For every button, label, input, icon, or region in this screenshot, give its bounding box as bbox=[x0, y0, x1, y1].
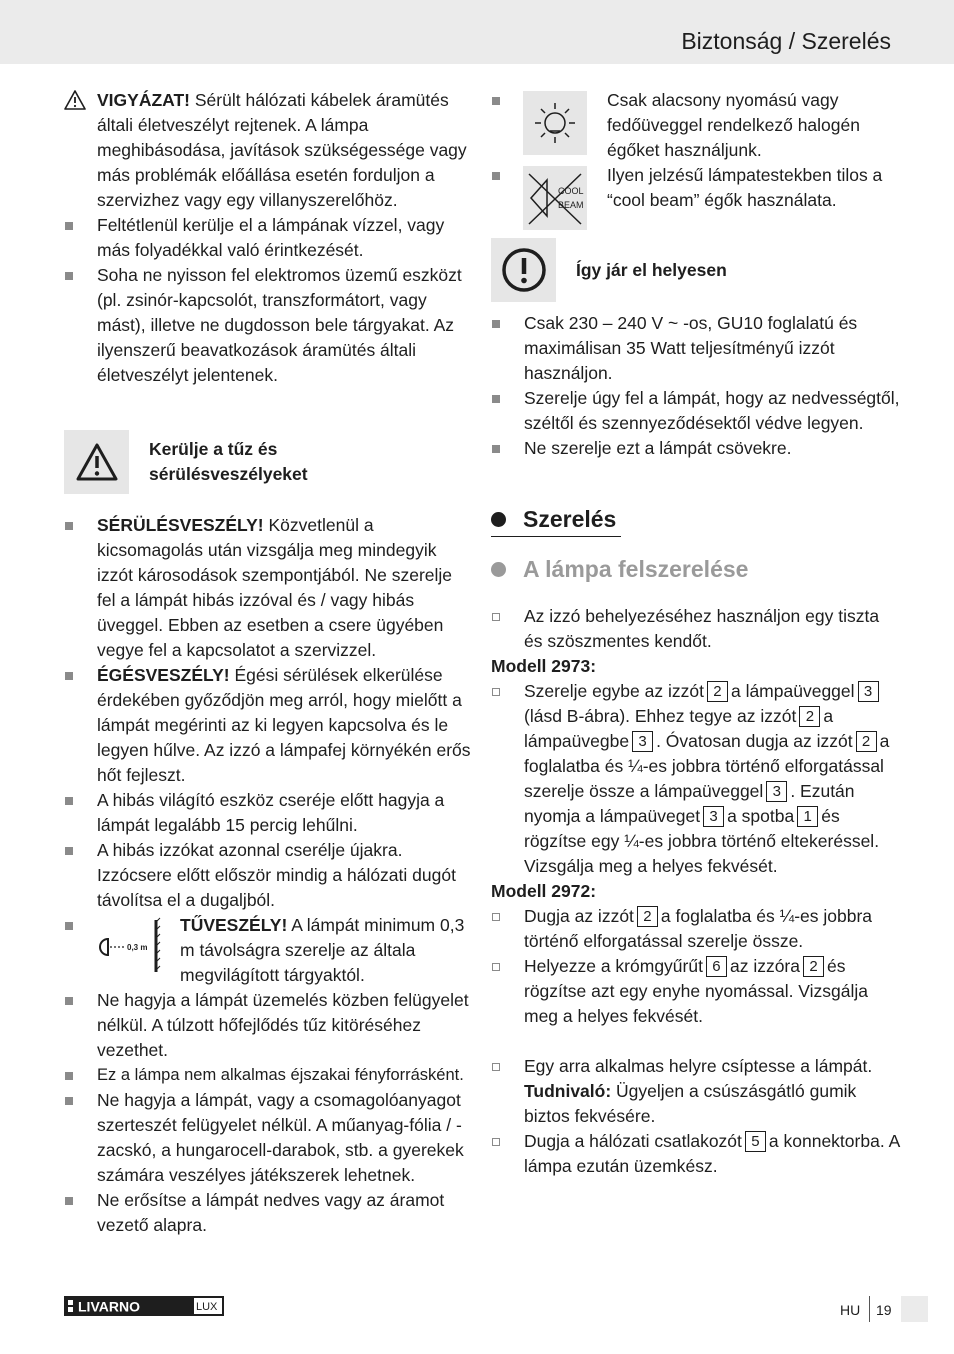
list-item bbox=[491, 88, 901, 163]
bullet bbox=[492, 172, 500, 180]
list-item-text: Csak 230 – 240 V ~ -os, GU10 foglalatú és maximálisan 35 Watt teljesítményű izzót használjon. bbox=[524, 313, 858, 383]
list-item bbox=[64, 513, 474, 663]
list-item-text: Ne hagyja a lámpát üzemelés közben felügyelet nélkül. A túlzott hőfejlődés tűz kitöréséhez vezethet. bbox=[97, 990, 469, 1060]
list-item-text: Feltétlenül kerülje el a lámpának vízzel, vagy más folyadékkal való érintkezését. bbox=[97, 215, 445, 260]
list-item bbox=[491, 311, 901, 386]
burn-label: ÉGÉSVESZÉLY! bbox=[97, 665, 230, 685]
step-checkbox bbox=[492, 613, 500, 621]
list-item-text: Szerelje úgy fel a lámpát, hogy az nedvességtől, széltől és szennyeződésektől védve legyen. bbox=[524, 388, 900, 433]
halogen-text: Csak alacsony nyomású vagy fedőüveggel rendelkező halogén égőket használjunk. bbox=[607, 90, 860, 160]
injury-label: SÉRÜLÉSVESZÉLY! bbox=[97, 515, 264, 535]
part-ref: 2 bbox=[637, 906, 658, 927]
list-item bbox=[64, 913, 474, 988]
bullet bbox=[65, 522, 73, 530]
part-ref: 3 bbox=[632, 731, 653, 752]
injury-text: Közvetlenül a kicsomagolás után vizsgálja meg mindegyik izzót károsodások szempontjából. Ne szerelje fel a lámpát hibás izzóval és / vagy hibás üveggel. Ebben az esetben a csere ügyében vegye fel a kapcsolatot a szervizzel. bbox=[97, 515, 453, 660]
bullet bbox=[65, 997, 73, 1005]
bullet bbox=[492, 395, 500, 403]
part-ref: 3 bbox=[858, 681, 879, 702]
fire-injury-heading bbox=[64, 430, 474, 494]
step-item: Szerelje egybe az izzót 2 a lámpaüveggel 3(lásd B-ábra). Ehhez tegye az izzót 2 a lámpaüvegbe 3 . Óvatosan dugja az izzót 2 a foglalatba és ¼-es jobbra történő elforgatással szerelje össze a lámpaüveggel 3 . Ezután nyomja a lámpaüveget 3 a spotba 1 és rögzítse egy ¼-es jobbra történő eltekeréssel. Vizsgálja meg a helyes fekvését. bbox=[491, 679, 901, 879]
subsection-bullet bbox=[491, 562, 506, 577]
list-item bbox=[491, 386, 901, 436]
part-ref: 6 bbox=[706, 956, 727, 977]
list-item bbox=[491, 163, 901, 233]
step-checkbox bbox=[492, 1063, 500, 1071]
step-item bbox=[491, 1054, 901, 1129]
bullet bbox=[65, 1197, 73, 1205]
livarno-lux-logo bbox=[64, 1296, 224, 1316]
left-column bbox=[64, 88, 474, 1238]
list-item-text: Ne hagyja a lámpát, vagy a csomagolóanyagot szerteszét felügyelet nélkül. A műanyag-fólia / -zacskó, a hungarocell-darabok, stb. a gyerekek számára veszélyes játékszerek lehetnek. bbox=[97, 1090, 464, 1185]
list-item bbox=[64, 788, 474, 838]
step-item: Helyezze a krómgyűrűt 6 az izzóra 2 és rögzítse azt egy enyhe nyomással. Vizsgálja meg a helyes fekvését. bbox=[491, 954, 901, 1029]
step-item: Dugja az izzót 2 a foglalatba és ¼-es jobbra történő elforgatással szerelje össze. bbox=[491, 904, 901, 954]
warning-paragraph bbox=[64, 88, 474, 213]
burn-text: Égési sérülések elkerülése érdekében győződjön meg arról, hogy mielőtt a lámpát megérinti az ki legyen kapcsolva és le legyen hűlve. Az izzó a lámpafej környékén erős hőt fejleszt. bbox=[97, 665, 471, 785]
cool-beam-icon bbox=[523, 166, 587, 230]
fire-heading-line2: sérülésveszélyeket bbox=[149, 464, 308, 484]
subsection-title bbox=[491, 554, 901, 584]
step-item: Dugja a hálózati csatlakozót 5 a konnektorba. A lámpa ezután üzemkész. bbox=[491, 1129, 901, 1179]
list-item bbox=[64, 838, 474, 913]
bullet bbox=[65, 222, 73, 230]
page-title: Biztonság / Szerelés bbox=[681, 28, 891, 54]
list-item bbox=[64, 988, 474, 1063]
list-item bbox=[64, 1188, 474, 1238]
part-ref: 2 bbox=[799, 706, 820, 727]
cool-beam-label-1: COOL bbox=[558, 186, 584, 196]
model-2973-label: Modell 2973: bbox=[491, 656, 597, 676]
section-bullet bbox=[491, 512, 506, 527]
list-item bbox=[64, 213, 474, 263]
part-ref: 2 bbox=[856, 731, 877, 752]
step-checkbox bbox=[492, 913, 500, 921]
warning-icon bbox=[64, 90, 86, 110]
distance-icon bbox=[96, 916, 162, 976]
list-item bbox=[64, 1088, 474, 1188]
list-item-text: A hibás világító eszköz cseréje előtt hagyja a lámpát legalább 15 percig lehűlni. bbox=[97, 790, 445, 835]
correct-usage-heading bbox=[491, 238, 901, 302]
bullet bbox=[65, 272, 73, 280]
part-ref: 2 bbox=[707, 681, 728, 702]
language-code: HU bbox=[840, 1302, 861, 1318]
list-item-text: Ne szerelje ezt a lámpát csövekre. bbox=[524, 438, 792, 458]
bullet bbox=[492, 320, 500, 328]
halogen-bulb-icon bbox=[523, 91, 587, 155]
warning-label: VIGYÁZAT! bbox=[97, 90, 191, 110]
part-ref: 5 bbox=[745, 1131, 766, 1152]
list-item-text: Ez a lámpa nem alkalmas éjszakai fényforrásként. bbox=[97, 1066, 464, 1084]
bullet bbox=[492, 97, 500, 105]
step-checkbox bbox=[492, 1138, 500, 1146]
coolbeam-text: Ilyen jelzésű lámpatestekben tilos a “cool beam” égők használata. bbox=[607, 165, 883, 210]
section-title bbox=[491, 504, 901, 534]
bullet bbox=[65, 1072, 73, 1080]
bullet bbox=[65, 1097, 73, 1105]
svg-text:LUX: LUX bbox=[196, 1301, 218, 1313]
cool-beam-label-2: BEAM bbox=[558, 200, 584, 210]
warning-triangle-icon bbox=[64, 430, 129, 494]
page-number: 19 bbox=[876, 1302, 892, 1318]
subsection-title-text: A lámpa felszerelése bbox=[523, 556, 749, 582]
bullet bbox=[65, 797, 73, 805]
footer-divider bbox=[869, 1296, 870, 1322]
fire-text: A lámpát minimum 0,3 m távolságra szerelje az általa megvilágított tárgyaktól. bbox=[180, 915, 465, 985]
bullet bbox=[65, 922, 73, 930]
step-item bbox=[491, 604, 901, 654]
list-item-text: Ne erősítse a lámpát nedves vagy az áramot vezető alapra. bbox=[97, 1190, 445, 1235]
list-item bbox=[64, 263, 474, 388]
part-ref: 2 bbox=[803, 956, 824, 977]
exclamation-icon bbox=[491, 238, 556, 302]
note-label: Tudnivaló: bbox=[524, 1081, 612, 1101]
distance-icon-label: 0,3 m bbox=[127, 943, 148, 952]
list-item-text: Soha ne nyisson fel elektromos üzemű eszközt (pl. zsinór-kapcsolót, transzformátort, vagy mást), illetve ne dugdosson bele tárgyakat. Az ilyenszerű beavatkozások áramütés általi életveszélyt jelentenek. bbox=[97, 265, 462, 385]
list-item bbox=[64, 663, 474, 788]
note-text: Ügyeljen a csúszásgátló gumik biztos fekvésére. bbox=[524, 1081, 857, 1126]
list-item bbox=[491, 436, 901, 461]
list-item bbox=[64, 1063, 474, 1088]
right-column bbox=[491, 88, 901, 1179]
model-2972-label: Modell 2972: bbox=[491, 881, 597, 901]
list-item-text: A hibás izzókat azonnal cserélje újakra. Izzócsere előtt először mindig a hálózati dugót távolítsa el a dugaljból. bbox=[97, 840, 456, 910]
step-checkbox bbox=[492, 688, 500, 696]
part-ref: 1 bbox=[797, 806, 818, 827]
step-text: Egy arra alkalmas helyre csíptesse a lámpát. bbox=[524, 1056, 873, 1076]
part-ref: 3 bbox=[766, 781, 787, 802]
step-text: Az izzó behelyezéséhez használjon egy tiszta és szöszmentes kendőt. bbox=[524, 606, 880, 651]
fire-label: TŰVESZÉLY! bbox=[180, 915, 288, 935]
warning-text: Sérült hálózati kábelek áramütés általi életveszélyt rejtenek. A lámpa meghibásodása, javítások szükségessége vagy más problémák előállása esetén forduljon a szervizhez vagy egy villanyszerelőhöz. bbox=[97, 90, 467, 210]
section-title-text: Szerelés bbox=[523, 506, 617, 532]
fire-heading-line1: Kerülje a tűz és bbox=[149, 439, 278, 459]
correct-heading: Így jár el helyesen bbox=[576, 259, 727, 280]
bullet bbox=[65, 847, 73, 855]
page-header bbox=[0, 0, 954, 64]
part-ref: 3 bbox=[703, 806, 724, 827]
bullet bbox=[492, 445, 500, 453]
footer-tab bbox=[901, 1296, 928, 1322]
bullet bbox=[65, 672, 73, 680]
step-checkbox bbox=[492, 963, 500, 971]
svg-text:LIVARNO: LIVARNO bbox=[78, 1298, 140, 1315]
